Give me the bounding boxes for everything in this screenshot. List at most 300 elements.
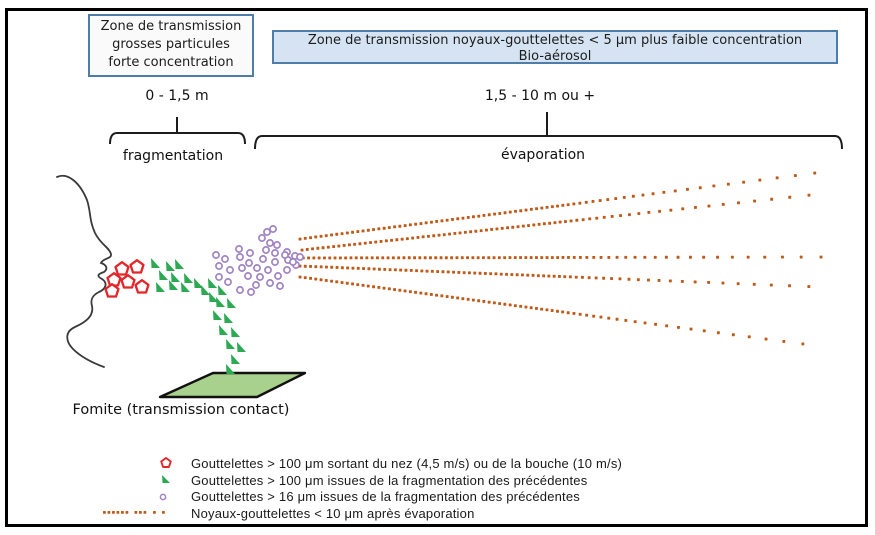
large-droplet-pentagon — [131, 260, 144, 272]
nuclei-dot — [510, 273, 513, 276]
nuclei-dot — [498, 212, 501, 215]
nuclei-dot — [445, 256, 448, 259]
small-droplet-circle — [297, 254, 303, 260]
nuclei-dot — [543, 222, 546, 225]
legend-dotted-line-icon — [103, 508, 173, 518]
small-droplet-circle — [263, 247, 269, 253]
dot-glyph — [153, 511, 156, 514]
nuclei-dot — [717, 331, 720, 334]
nuclei-dot — [417, 236, 420, 239]
small-droplet-circle — [284, 267, 290, 273]
nuclei-dot — [422, 235, 425, 238]
nuclei-dot — [546, 206, 549, 209]
nuclei-dot — [406, 237, 409, 240]
nuclei-dot — [350, 256, 353, 259]
nuclei-dot — [563, 275, 566, 278]
nuclei-dot — [813, 172, 816, 175]
nuclei-dot — [456, 217, 459, 220]
nuclei-dot — [600, 256, 603, 259]
nuclei-dot — [341, 281, 344, 284]
nuclei-dot — [504, 211, 507, 214]
small-droplet-circle — [254, 265, 260, 271]
small-droplet-circle — [290, 259, 296, 265]
nuclei-dot — [624, 256, 627, 259]
near-zone-bracket — [110, 117, 245, 144]
nuclei-dot — [616, 318, 619, 321]
large-droplet-pentagon — [122, 275, 135, 287]
nuclei-dot — [309, 265, 312, 268]
far-zone-bracket — [255, 112, 842, 149]
nuclei-dot — [431, 270, 434, 273]
fragment-triangle — [216, 297, 225, 307]
nuclei-dot — [304, 276, 307, 279]
nuclei-dot — [748, 335, 751, 338]
nuclei-dot — [472, 299, 475, 302]
nuclei-dot — [488, 301, 491, 304]
nuclei-dot — [488, 213, 491, 216]
nuclei-dot — [483, 214, 486, 217]
nuclei-dot — [665, 256, 668, 259]
nuclei-dot — [498, 302, 501, 305]
nuclei-dot — [562, 256, 565, 259]
nuclei-dot — [600, 316, 603, 319]
nuclei-dot — [469, 230, 472, 233]
nuclei-dot — [727, 183, 730, 186]
dot-glyph — [135, 511, 138, 514]
nuclei-dot — [800, 256, 803, 259]
dot-glyph — [117, 511, 120, 514]
nuclei-dot — [365, 256, 368, 259]
nuclei-dot — [336, 266, 339, 269]
nuclei-dot — [758, 179, 761, 182]
small-droplet-circle — [274, 242, 280, 248]
small-droplet-circle — [282, 252, 288, 258]
nuclei-dot — [677, 256, 680, 259]
bracket-span — [110, 133, 245, 144]
nuclei-dot — [435, 294, 438, 297]
nuclei-dot — [770, 198, 773, 201]
legend-item-small-droplets: Gouttelettes > 16 μm issues de la fragmentation des précédentes — [191, 489, 581, 504]
nuclei-dot — [440, 294, 443, 297]
nuclei-dot — [632, 195, 635, 198]
zone-box-far-line2: Bio-aérosol — [518, 49, 592, 65]
nuclei-dot — [567, 311, 570, 314]
nuclei-dot — [628, 278, 631, 281]
triangle-glyph — [162, 475, 170, 483]
nuclei-dot — [690, 328, 693, 331]
nuclei-dot — [371, 256, 374, 259]
small-droplet-circle — [267, 280, 273, 286]
nuclei-dot — [546, 256, 549, 259]
nuclei-dot — [351, 231, 354, 234]
nuclei-dot — [782, 340, 785, 343]
small-droplet-circle — [253, 282, 259, 288]
nuclei-dot — [637, 278, 640, 281]
droplet-nuclei-spray-line-3 — [297, 256, 823, 260]
nuclei-dot — [409, 290, 412, 293]
nuclei-dot — [414, 223, 417, 226]
dot-glyph — [126, 511, 129, 514]
zone-box-near-line2: grosses particules — [112, 36, 230, 52]
nuclei-dot — [607, 317, 610, 320]
nuclei-dot — [547, 275, 550, 278]
nuclei-dot — [582, 218, 585, 221]
nuclei-dot — [328, 257, 331, 260]
nuclei-dot — [301, 249, 304, 252]
nuclei-dot — [420, 222, 423, 225]
legend-circle-icon — [155, 490, 173, 504]
nuclei-dot — [546, 308, 549, 311]
nuclei-dot — [564, 220, 567, 223]
nuclei-dot — [463, 271, 466, 274]
nuclei-dot — [387, 256, 390, 259]
nuclei-dot — [314, 278, 317, 281]
small-droplet-circle — [267, 240, 273, 246]
dot-glyph — [121, 511, 124, 514]
nuclei-dot — [364, 242, 367, 245]
zone-box-near — [88, 14, 254, 77]
nuclei-dot — [359, 242, 362, 245]
nuclei-dot — [532, 274, 535, 277]
nuclei-dot — [446, 295, 449, 298]
nuclei-dot — [299, 238, 302, 241]
nuclei-dot — [558, 275, 561, 278]
droplet-nuclei-spray-line-5 — [299, 276, 805, 346]
fragment-triangle — [159, 270, 168, 280]
nuclei-dot — [776, 176, 779, 179]
small-droplet-circle — [275, 273, 281, 279]
nuclei-dot — [369, 241, 372, 244]
nuclei-dot — [737, 201, 740, 204]
nuclei-dot — [493, 256, 496, 259]
nuclei-dot — [385, 239, 388, 242]
nuclei-dot — [551, 309, 554, 312]
nuclei-dot — [603, 216, 606, 219]
nuclei-dot — [381, 256, 384, 259]
large-droplets-group — [106, 260, 149, 296]
nuclei-dot — [496, 228, 499, 231]
nuclei-dot — [420, 270, 423, 273]
nuclei-dot — [527, 224, 530, 227]
nuclei-dot — [585, 201, 588, 204]
nuclei-dot — [686, 188, 689, 191]
nuclei-dot — [316, 247, 319, 250]
nuclei-dot — [452, 271, 455, 274]
nuclei-dot — [346, 232, 349, 235]
nuclei-dot — [530, 306, 533, 309]
nuclei-dot — [765, 338, 768, 341]
nuclei-dot — [674, 190, 677, 193]
nuclei-dot — [330, 234, 333, 237]
nuclei-dot — [501, 227, 504, 230]
nuclei-dot — [341, 266, 344, 269]
nuclei-dot — [456, 297, 459, 300]
nuclei-dot — [467, 298, 470, 301]
nuclei-dot — [788, 196, 791, 199]
nuclei-dot — [380, 240, 383, 243]
nuclei-dot — [665, 324, 668, 327]
small-droplet-circle — [272, 250, 278, 256]
nuclei-dot — [490, 228, 493, 231]
nuclei-dot — [414, 291, 417, 294]
nuclei-dot — [425, 292, 428, 295]
nuclei-dot — [450, 256, 453, 259]
small-droplet-circle — [213, 252, 219, 258]
nuclei-dot — [448, 233, 451, 236]
nuclei-dot — [493, 301, 496, 304]
nuclei-dot — [642, 194, 645, 197]
nuclei-dot — [360, 256, 363, 259]
nuclei-dot — [383, 268, 386, 271]
nuclei-dot — [346, 267, 349, 270]
nuclei-dot — [346, 282, 349, 285]
nuclei-dot — [708, 205, 711, 208]
nuclei-dot — [753, 283, 756, 286]
nuclei-dot — [677, 326, 680, 329]
nuclei-dot — [616, 256, 619, 259]
fragment-triangle — [156, 282, 165, 292]
nuclei-dot — [722, 282, 725, 285]
nuclei-dot — [788, 284, 791, 287]
nuclei-dot — [311, 247, 314, 250]
process-label-fragmentation: fragmentation — [122, 148, 224, 164]
nuclei-dot — [309, 277, 312, 280]
nuclei-dot — [553, 275, 556, 278]
nuclei-dot — [535, 307, 538, 310]
distance-label-far: 1,5 - 10 m ou + — [484, 88, 596, 104]
fragment-triangle — [171, 272, 180, 282]
distance-label-near: 0 - 1,5 m — [145, 88, 209, 104]
nuclei-dot — [299, 276, 302, 279]
nuclei-dot — [514, 304, 517, 307]
nuclei-dot — [573, 256, 576, 259]
nuclei-dot — [376, 256, 379, 259]
small-droplet-circle — [246, 260, 252, 266]
nuclei-dot — [681, 280, 684, 283]
nuclei-dot — [610, 277, 613, 280]
nuclei-dot — [540, 256, 543, 259]
nuclei-dot — [398, 225, 401, 228]
nuclei-dot — [602, 277, 605, 280]
small-droplet-circle — [216, 274, 222, 280]
nuclei-dot — [389, 268, 392, 271]
small-droplet-circle — [272, 259, 278, 265]
nuclei-dot — [485, 229, 488, 232]
nuclei-dot — [694, 206, 697, 209]
nuclei-dot — [377, 227, 380, 230]
nuclei-dot — [438, 234, 441, 237]
nuclei-dot — [330, 280, 333, 283]
nuclei-dot — [561, 204, 564, 207]
small-droplet-circle — [236, 246, 242, 252]
nuclei-dot — [530, 208, 533, 211]
nuclei-dot — [334, 257, 337, 260]
small-droplet-circle — [257, 274, 263, 280]
nuclei-dot — [343, 244, 346, 247]
nuclei-dot — [442, 270, 445, 273]
zone-box-near-line1: Zone de transmission — [100, 19, 242, 34]
nuclei-dot — [314, 236, 317, 239]
nuclei-dot — [556, 310, 559, 313]
nuclei-dot — [355, 256, 358, 259]
nuclei-dot — [572, 203, 575, 206]
small-droplet-circle — [260, 256, 266, 262]
nuclei-dot — [357, 267, 360, 270]
fragment-triangle — [224, 313, 233, 323]
legend-pentagon-icon — [158, 455, 176, 471]
small-droplet-circle — [245, 273, 251, 279]
small-droplet-circle — [237, 287, 243, 293]
nuclei-dot — [418, 256, 421, 259]
nuclei-dot — [643, 256, 646, 259]
droplet-nuclei-spray-line-1 — [299, 172, 817, 241]
nuclei-dot — [628, 213, 631, 216]
small-droplets-group — [213, 226, 303, 295]
nuclei-dot — [570, 220, 573, 223]
nuclei-dot — [505, 273, 508, 276]
nuclei-dot — [401, 238, 404, 241]
zone-box-far — [272, 30, 838, 64]
fragment-triangle — [184, 273, 193, 283]
nuclei-dot — [567, 203, 570, 206]
nuclei-dot — [493, 213, 496, 216]
nuclei-dot — [304, 237, 307, 240]
nuclei-dot — [367, 285, 370, 288]
nuclei-dot — [732, 333, 735, 336]
nuclei-dot — [623, 196, 626, 199]
nuclei-dot — [436, 270, 439, 273]
nuclei-dot — [538, 223, 541, 226]
fragment-triangle — [166, 261, 175, 271]
nuclei-dot — [654, 323, 657, 326]
nuclei-dot — [393, 225, 396, 228]
nuclei-dot — [325, 279, 328, 282]
nuclei-dot — [658, 279, 661, 282]
nuclei-dot — [506, 226, 509, 229]
nuclei-dot — [408, 256, 411, 259]
nuclei-dot — [403, 256, 406, 259]
nuclei-dot — [415, 269, 418, 272]
nuclei-dot — [537, 274, 540, 277]
dot-glyph — [162, 511, 165, 514]
fragment-droplets-group — [151, 258, 246, 374]
nuclei-dot — [341, 232, 344, 235]
nuclei-dot — [322, 246, 325, 249]
fragment-triangle — [237, 342, 246, 352]
nuclei-dot — [413, 256, 416, 259]
nuclei-dot — [637, 212, 640, 215]
nuclei-dot — [304, 265, 307, 268]
nuclei-dot — [344, 257, 347, 260]
nuclei-dot — [634, 320, 637, 323]
nuclei-dot — [519, 256, 522, 259]
nuclei-dot — [742, 181, 745, 184]
nuclei-dot — [325, 266, 328, 269]
small-droplet-circle — [259, 235, 265, 241]
nuclei-dot — [372, 285, 375, 288]
nuclei-dot — [669, 209, 672, 212]
nuclei-dot — [372, 228, 375, 231]
nuclei-dot — [585, 256, 588, 259]
dot-glyph — [103, 511, 106, 514]
nuclei-dot — [554, 221, 557, 224]
small-droplet-circle — [227, 267, 233, 273]
nuclei-dot — [575, 276, 578, 279]
nuclei-dot — [503, 256, 506, 259]
nuclei-dot — [466, 256, 469, 259]
circle-glyph — [160, 494, 165, 499]
nuclei-dot — [599, 199, 602, 202]
nuclei-dot — [820, 256, 823, 259]
nuclei-dot — [441, 219, 444, 222]
nuclei-dot — [595, 217, 598, 220]
nuclei-dot — [524, 256, 527, 259]
pentagon-glyph — [161, 458, 171, 467]
nuclei-dot — [585, 314, 588, 317]
nuclei-dot — [542, 274, 545, 277]
small-droplet-circle — [222, 256, 228, 262]
nuclei-dot — [511, 226, 514, 229]
nuclei-dot — [335, 233, 338, 236]
nuclei-dot — [426, 270, 429, 273]
face-profile-outline — [57, 176, 111, 367]
nuclei-dot — [694, 281, 697, 284]
nuclei-dot — [482, 256, 485, 259]
nuclei-dot — [521, 274, 524, 277]
nuclei-dot — [530, 256, 533, 259]
nuclei-dot — [377, 286, 380, 289]
nuclei-dot — [807, 285, 810, 288]
nuclei-dot — [747, 256, 750, 259]
nuclei-dot — [522, 225, 525, 228]
nuclei-dot — [467, 216, 470, 219]
nuclei-dot — [669, 280, 672, 283]
nuclei-dot — [619, 277, 622, 280]
nuclei-dot — [419, 292, 422, 295]
nuclei-dot — [770, 284, 773, 287]
nuclei-dot — [474, 230, 477, 233]
nuclei-dot — [462, 217, 465, 220]
nuclei-dot — [425, 221, 428, 224]
nuclei-dot — [731, 256, 734, 259]
dot-glyph — [108, 511, 111, 514]
fragment-triangle — [175, 259, 184, 269]
nuclei-dot — [509, 304, 512, 307]
nuclei-dot — [484, 272, 487, 275]
nuclei-dot — [647, 279, 650, 282]
nuclei-dot — [611, 215, 614, 218]
nuclei-dot — [447, 271, 450, 274]
nuclei-dot — [325, 234, 328, 237]
legend-item-fragmented-droplets: Gouttelettes > 100 μm issues de la fragmentation des précédentes — [191, 473, 588, 488]
nuclei-dot — [808, 194, 811, 197]
fragment-triangle — [219, 325, 228, 335]
nuclei-dot — [383, 227, 386, 230]
nuclei-dot — [477, 215, 480, 218]
nuclei-dot — [392, 256, 395, 259]
nuclei-dot — [681, 207, 684, 210]
large-droplet-pentagon — [116, 262, 129, 274]
small-droplet-circle — [265, 267, 271, 273]
nuclei-dot — [525, 306, 528, 309]
nuclei-dot — [356, 283, 359, 286]
nuclei-dot — [519, 305, 522, 308]
nuclei-dot — [464, 231, 467, 234]
nuclei-dot — [404, 290, 407, 293]
nuclei-dot — [390, 239, 393, 242]
nuclei-dot — [573, 312, 576, 315]
nuclei-dot — [606, 198, 609, 201]
